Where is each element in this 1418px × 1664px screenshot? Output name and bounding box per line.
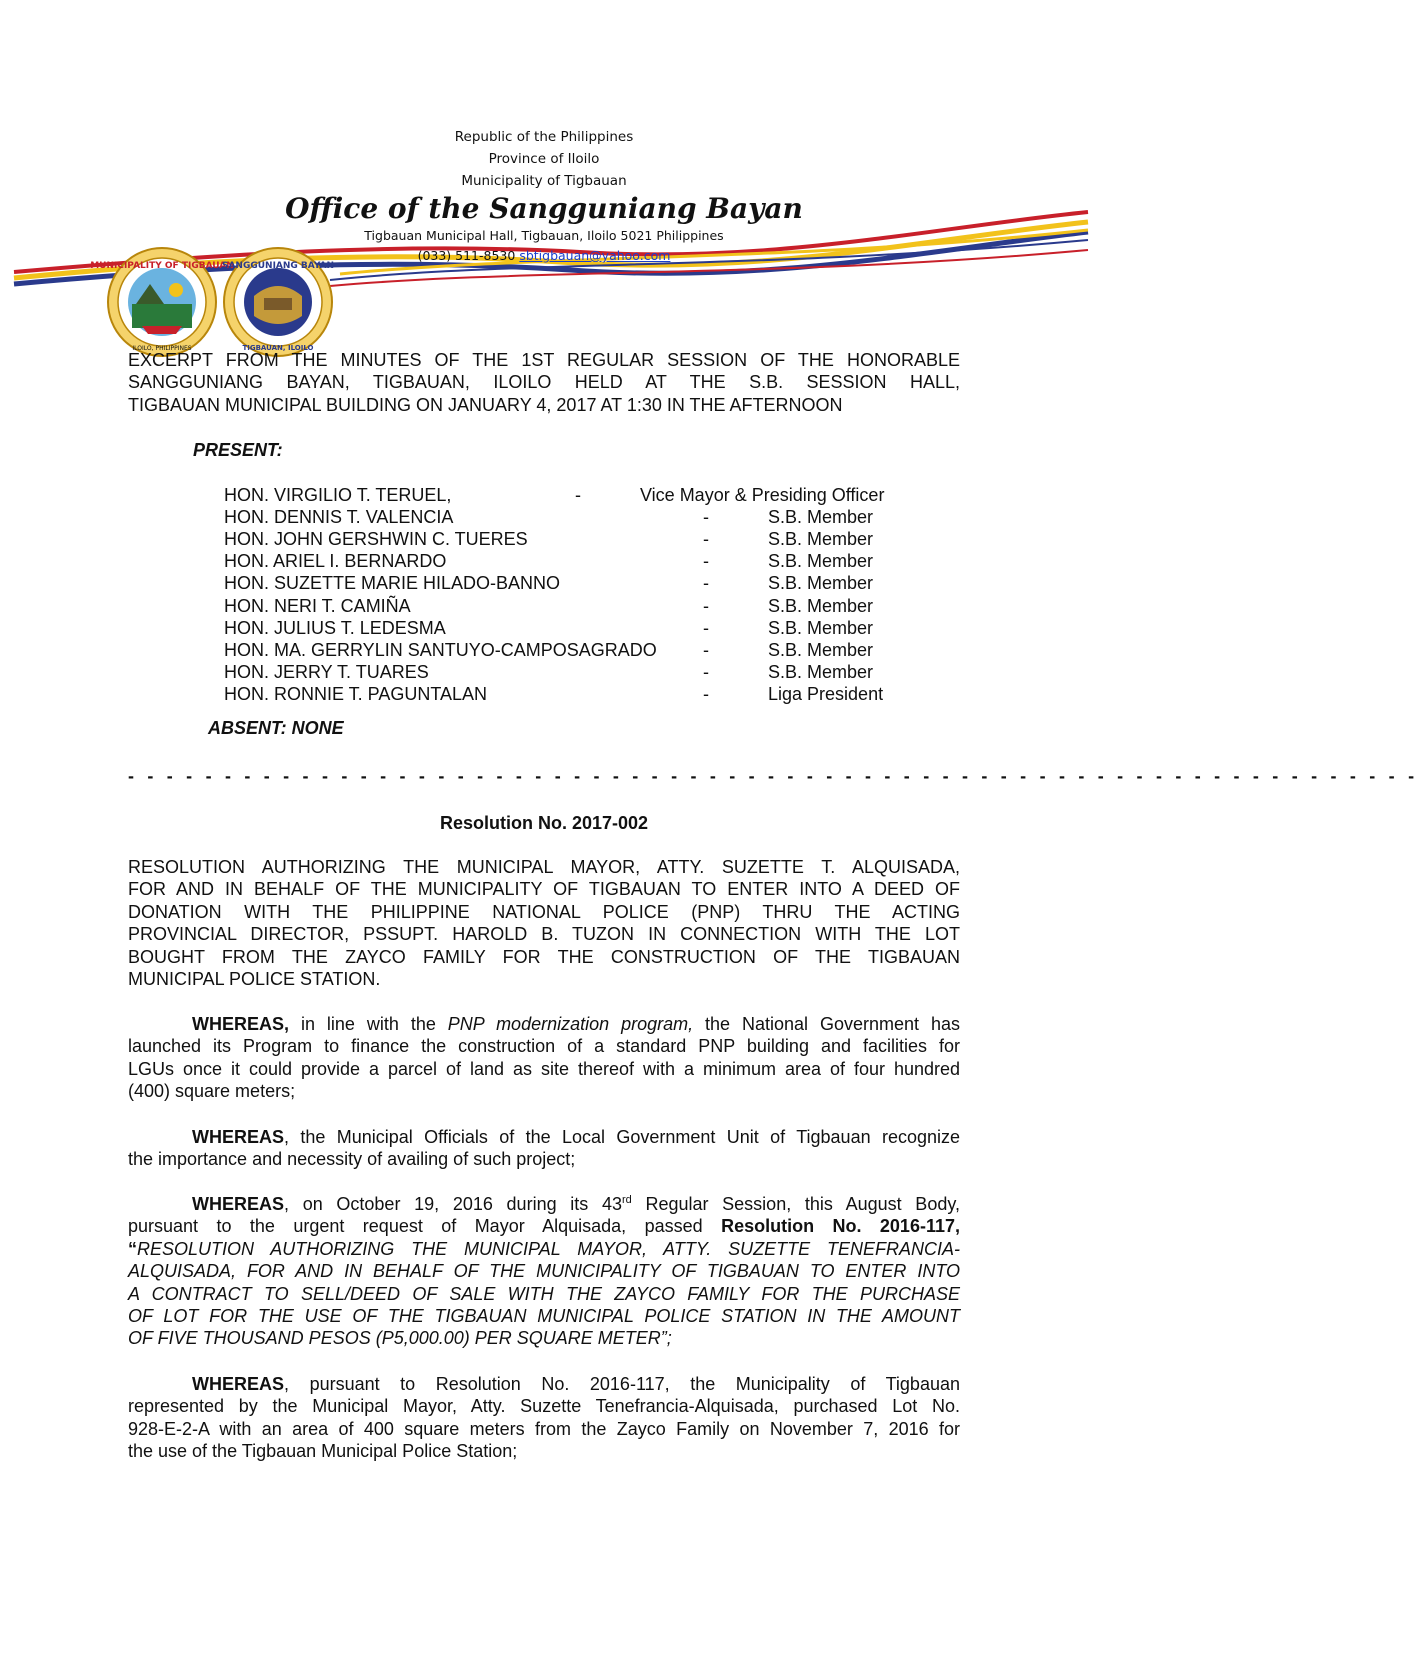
resolution-reference: Resolution No. 2016-117, xyxy=(721,1216,960,1237)
open-quote: “ xyxy=(128,1238,137,1259)
email-link[interactable]: sbtigbauan@yahoo.com xyxy=(519,248,671,263)
separator-line: - - - - - - - - - - - - - - - - - - - - - - - - - - - - - - - - - - - - - - - - - - - - - - - - - - - - - - - - - - - - - - - - - - - xyxy=(128,766,1418,786)
seal-right-text: SANGGUNIANG BAYAN xyxy=(221,261,335,271)
member-dash: - xyxy=(703,551,709,571)
resolution-title-line: MUNICIPAL POLICE STATION. xyxy=(128,969,381,990)
whereas-text: , the Municipal Officials of the Local Government Unit of Tigbauan recognize xyxy=(284,1127,960,1147)
excerpt-heading xyxy=(128,349,960,416)
whereas-clause-2 xyxy=(128,1126,960,1171)
member-role: S.B. Member xyxy=(768,529,874,549)
whereas-text: Regular Session, this August Body, xyxy=(631,1194,961,1214)
whereas-italic: PNP modernization program, xyxy=(447,1014,694,1034)
letterhead-phone: (033) 511-8530 xyxy=(417,248,516,263)
member-name: HON. VIRGILIO T. TERUEL, xyxy=(224,485,452,505)
resolution-title xyxy=(128,856,960,990)
whereas-text: in line with the xyxy=(289,1014,448,1034)
member-name: HON. NERI T. CAMIÑA xyxy=(224,596,411,616)
member-dash: - xyxy=(703,684,709,704)
member-name: HON. MA. GERRYLIN SANTUYO-CAMPOSAGRADO xyxy=(224,640,657,660)
resolution-title-line: FOR AND IN BEHALF OF THE MUNICIPALITY OF TIGBAUAN TO ENTER INTO A DEED OF xyxy=(128,879,960,900)
present-label: PRESENT: xyxy=(193,440,283,460)
whereas-line: 928-E-2-A with an area of 400 square meters from the Zayco Family on November 7, 2016 for xyxy=(128,1418,960,1439)
member-name: HON. JULIUS T. LEDESMA xyxy=(224,618,446,638)
whereas-clause-1 xyxy=(128,1013,960,1103)
seal-right-bottom-text: TIGBAUAN, ILOILO xyxy=(242,344,314,352)
member-dash: - xyxy=(703,529,709,549)
excerpt-line: EXCERPT FROM THE MINUTES OF THE 1ST REGULAR SESSION OF THE HONORABLE xyxy=(128,350,960,370)
resolution-title-line: PROVINCIAL DIRECTOR, PSSUPT. HAROLD B. TUZON IN CONNECTION WITH THE LOT xyxy=(128,924,960,945)
member-role: Liga President xyxy=(768,684,884,704)
whereas-text: pursuant to the urgent request of Mayor Alquisada, passed xyxy=(128,1216,722,1237)
member-name: HON. DENNIS T. VALENCIA xyxy=(224,507,454,527)
member-role: S.B. Member xyxy=(768,507,874,527)
member-dash: - xyxy=(703,596,709,616)
whereas-line: LGUs once it could provide a parcel of land as site thereof with a minimum area of four hundred xyxy=(128,1058,960,1079)
excerpt-line: TIGBAUAN MUNICIPAL BUILDING ON JANUARY 4, 2017 AT 1:30 IN THE AFTERNOON xyxy=(128,394,843,415)
member-name: HON. ARIEL I. BERNARDO xyxy=(224,551,447,571)
office-title: Office of the Sangguniang Bayan xyxy=(285,192,803,225)
whereas-text: , on October 19, 2016 during its 43 xyxy=(284,1194,622,1214)
whereas-line: the use of the Tigbauan Municipal Police Station; xyxy=(128,1441,518,1462)
whereas-keyword: WHEREAS xyxy=(192,1194,285,1214)
whereas-italic: ALQUISADA, FOR AND IN BEHALF OF THE MUNICIPALITY OF TIGBAUAN TO ENTER INTO xyxy=(128,1261,960,1282)
whereas-keyword: WHEREAS, xyxy=(192,1014,290,1034)
whereas-text: the National Government has xyxy=(693,1014,960,1034)
whereas-line: (400) square meters; xyxy=(128,1081,296,1102)
whereas-italic: RESOLUTION AUTHORIZING THE MUNICIPAL MAYOR, ATTY. SUZETTE TENEFRANCIA- xyxy=(137,1238,960,1259)
whereas-keyword: WHEREAS xyxy=(192,1374,285,1394)
member-dash: - xyxy=(703,618,709,638)
member-dash: - xyxy=(703,573,709,593)
member-role: S.B. Member xyxy=(768,640,874,660)
whereas-text: , pursuant to Resolution No. 2016-117, the Municipality of Tigbauan xyxy=(284,1374,960,1394)
member-role: S.B. Member xyxy=(768,596,874,616)
whereas-clause-4 xyxy=(128,1373,960,1463)
absent-label: ABSENT: NONE xyxy=(208,718,344,738)
member-dash: - xyxy=(703,640,709,660)
member-dash: - xyxy=(703,507,709,527)
letterhead-municipality: Municipality of Tigbauan xyxy=(461,173,627,189)
whereas-keyword: WHEREAS xyxy=(192,1127,285,1147)
whereas-line: launched its Program to finance the construction of a standard PNP building and facilities for xyxy=(128,1036,960,1057)
member-dash: - xyxy=(703,662,709,682)
resolution-number: Resolution No. 2017-002 xyxy=(439,813,649,833)
ordinal-superscript: rd xyxy=(621,1194,632,1206)
excerpt-line: SANGGUNIANG BAYAN, TIGBAUAN, ILOILO HELD AT THE S.B. SESSION HALL, xyxy=(128,372,960,393)
member-name: HON. SUZETTE MARIE HILADO-BANNO xyxy=(224,573,561,593)
letterhead-address: Tigbauan Municipal Hall, Tigbauan, Iloilo 5021 Philippines xyxy=(364,228,724,243)
member-role: S.B. Member xyxy=(768,618,874,638)
letterhead-province: Province of Iloilo xyxy=(488,151,600,167)
whereas-italic: OF FIVE THOUSAND PESOS (P5,000.00) PER SQUARE METER”; xyxy=(128,1328,672,1349)
member-name: HON. JOHN GERSHWIN C. TUERES xyxy=(224,529,528,549)
letterhead-contact xyxy=(0,248,1088,263)
member-role: S.B. Member xyxy=(768,662,874,682)
member-name: HON. JERRY T. TUARES xyxy=(224,662,429,682)
member-dash: - xyxy=(575,485,581,505)
whereas-line: represented by the Municipal Mayor, Atty. Suzette Tenefrancia-Alquisada, purchased Lot No. xyxy=(128,1396,960,1417)
whereas-italic: A CONTRACT TO SELL/DEED OF SALE WITH THE ZAYCO FAMILY FOR THE PURCHASE xyxy=(128,1283,960,1304)
member-role: S.B. Member xyxy=(768,573,874,593)
whereas-clause-3 xyxy=(128,1193,960,1350)
letterhead-republic: Republic of the Philippines xyxy=(454,129,634,145)
seal-left-text: MUNICIPALITY OF TIGBAUAN xyxy=(90,261,234,271)
resolution-title-line: DONATION WITH THE PHILIPPINE NATIONAL POLICE (PNP) THRU THE ACTING xyxy=(128,901,960,922)
member-role: Vice Mayor & Presiding Officer xyxy=(640,485,885,505)
member-role: S.B. Member xyxy=(768,551,874,571)
whereas-italic: OF LOT FOR THE USE OF THE TIGBAUAN MUNICIPAL POLICE STATION IN THE AMOUNT xyxy=(128,1306,960,1327)
seal-left-bottom-text: ILOILO, PHILIPPINES xyxy=(132,345,192,352)
resolution-title-line: RESOLUTION AUTHORIZING THE MUNICIPAL MAYOR, ATTY. SUZETTE T. ALQUISADA, xyxy=(128,857,960,877)
whereas-line: the importance and necessity of availing of such project; xyxy=(128,1149,576,1170)
member-name: HON. RONNIE T. PAGUNTALAN xyxy=(224,684,488,704)
resolution-title-line: BOUGHT FROM THE ZAYCO FAMILY FOR THE CONSTRUCTION OF THE TIGBAUAN xyxy=(128,946,960,967)
